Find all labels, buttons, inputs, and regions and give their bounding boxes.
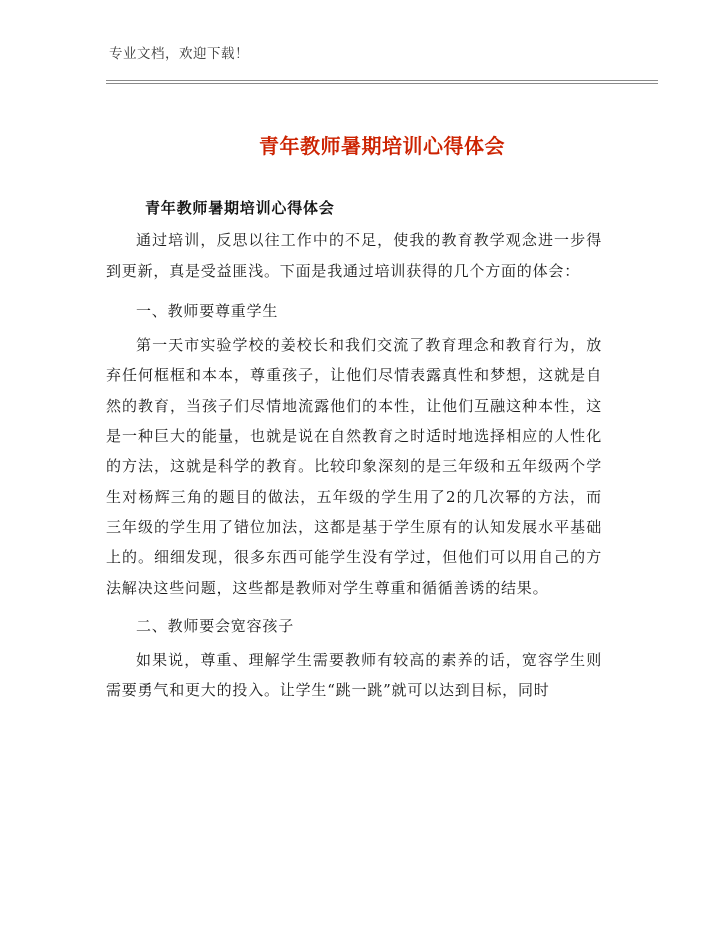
section-paragraph-1: 第一天市实验学校的姜校长和我们交流了教育理念和教育行为，放弃任何框框和本本，尊重孩子，让他们尽情表露真性和梦想，这就是自然的教育，当孩子们尽情地流露他们的本性，让他们互融这种本性，这是一种巨大的能量，也就是说在自然教育之时适时地选择相应的人性化的方法，这就是科学的教育。比较印象深刻的是三年级和五年级两个学生对杨辉三角的题目的做法，五年级的学生用了2的几次幂的方法，而三年级的学生用了错位加法，这都是基于学生原有的认知发展水平基础上的。细细发现，很多东西可能学生没有学过，但他们可以用自己的方法解决这些问题，这些都是教师对学生尊重和循循善诱的结果。 [106, 336, 602, 597]
intro-paragraph: 通过培训，反思以往工作中的不足，使我的教育教学观念进一步得到更新，真是受益匪浅。下面是我通过培训获得的几个方面的体会： [106, 231, 602, 280]
document-subtitle: 青年教师暑期培训心得体会 [145, 199, 335, 217]
header-note: 专业文档，欢迎下载！ [109, 46, 249, 62]
section-paragraph-2: 如果说，尊重、理解学生需要教师有较高的素养的话，宽容学生则需要勇气和更大的投入。让学生“跳一跳”就可以达到目标，同时 [106, 651, 602, 700]
document-title: 青年教师暑期培训心得体会 [259, 134, 505, 158]
header-divider-bottom [106, 83, 658, 84]
document-body [106, 193, 602, 706]
header-divider-top [106, 80, 658, 81]
section-heading-2: 二、教师要会宽容孩子 [136, 616, 295, 635]
section-heading-1: 一、教师要尊重学生 [136, 301, 279, 320]
